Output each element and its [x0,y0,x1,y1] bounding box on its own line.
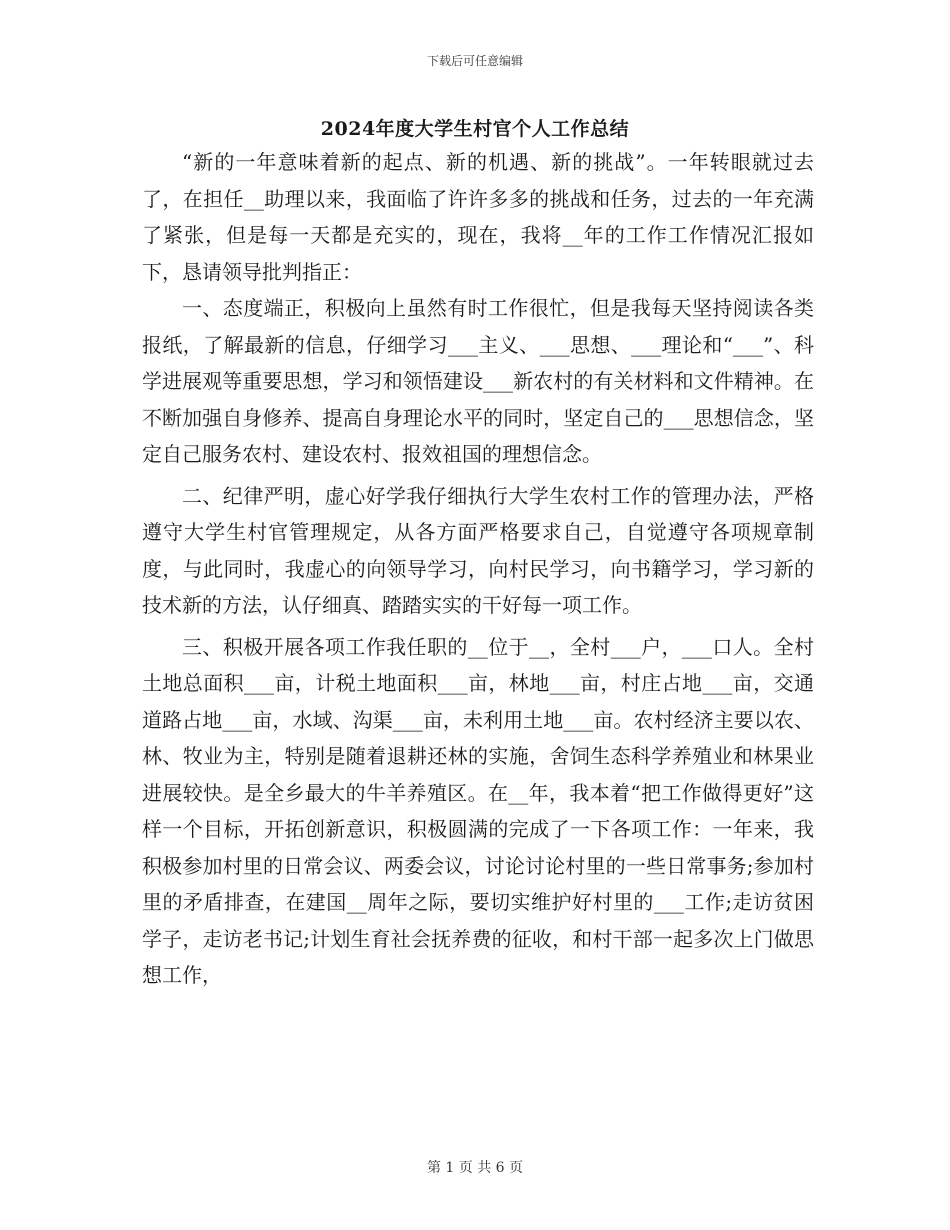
paragraph-attitude: 一、态度端正，积极向上虽然有时工作很忙，但是我每天坚持阅读各类报纸，了解最新的信息，仔细学习___主义、___思想、___理论和“___”、科学进展观等重要思想，学习和领悟建设___新农村的有关材料和文件精神。在不断加强自身修养、提高自身理论水平的同时，坚定自己的___思想信念，坚定自己服务农村、建设农村、报效祖国的理想信念。 [142,296,814,466]
page-number: 第 1 页 共 6 页 [426,1160,524,1176]
paragraph-intro: “新的一年意味着新的起点、新的机遇、新的挑战”。一年转眼就过去了，在担任__助理以来，我面临了许许多多的挑战和任务，过去的一年充满了紧张，但是每一天都是充实的，现在，我将__年的工作工作情况汇报如下，恳请领导批判指正： [142,150,814,284]
paragraph-discipline: 二、纪律严明，虚心好学我仔细执行大学生农村工作的管理办法，严格遵守大学生村官管理规定，从各方面严格要求自己，自觉遵守各项规章制度，与此同时，我虚心的向领导学习，向村民学习，向书籍学习，学习新的技术新的方法，认仔细真、踏踏实实的干好每一项工作。 [142,483,814,617]
document-body [142,144,814,994]
header-note: 下载后可任意编辑 [426,54,523,68]
document-title: 2024年度大学生村官个人工作总结 [320,118,630,140]
paragraph-work: 三、积极开展各项工作我任职的__位于__，全村___户，___口人。全村土地总面积___亩，计税土地面积___亩，林地___亩，村庄占地___亩，交通道路占地___亩，水域、沟渠___亩，未利用土地___亩。农村经济主要以农、林、牧业为主，特别是随着退耕还林的实施，舍饲生态科学养殖业和林果业进展较快。是全乡最大的牛羊养殖区。在__年，我本着“把工作做得更好”这样一个目标，开拓创新意识，积极圆满的完成了一下各项工作：一年来，我积极参加村里的日常会议、两委会议，讨论讨论村里的一些日常事务;参加村里的矛盾排查，在建国__周年之际，要切实维护好村里的___工作;走访贫困学子，走访老书记;计划生育社会抚养费的征收，和村干部一起多次上门做思想工作， [142,634,814,987]
